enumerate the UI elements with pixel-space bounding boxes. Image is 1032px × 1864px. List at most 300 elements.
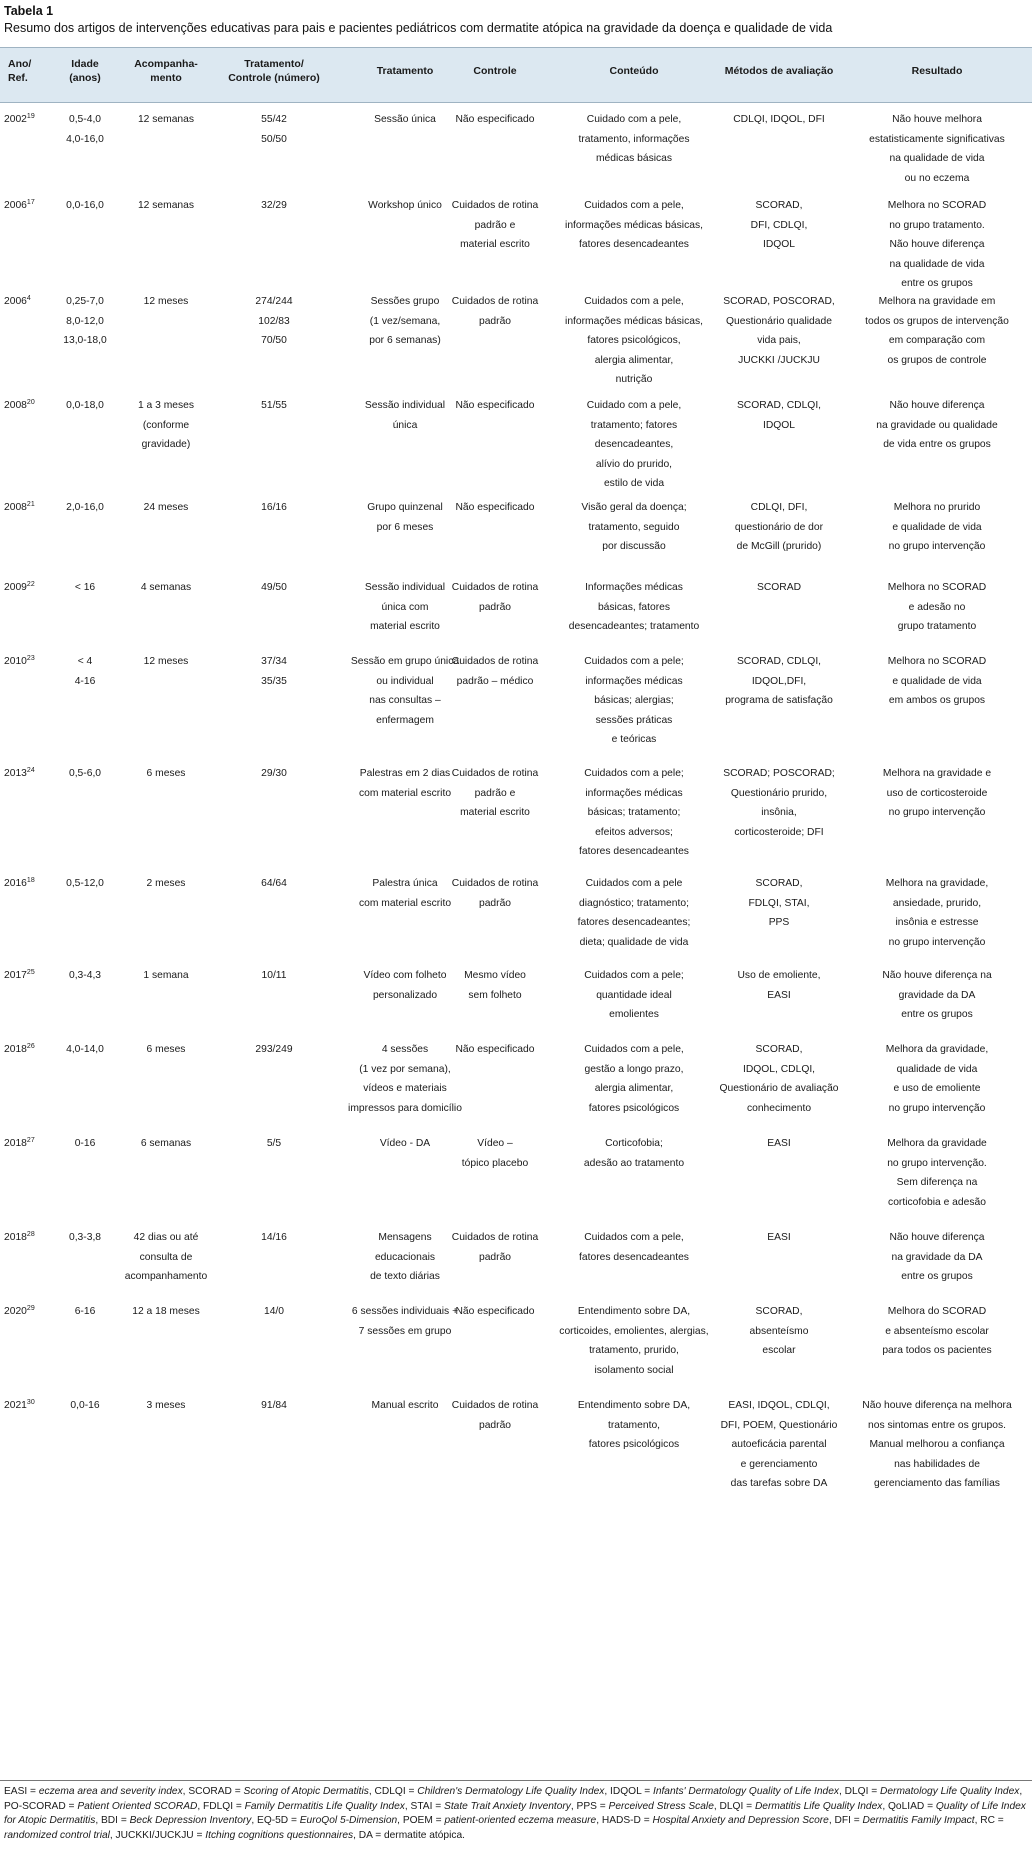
content-line: fatores desencadeantes bbox=[579, 1251, 689, 1263]
methods-line: EASI, IDQOL, CDLQI, bbox=[728, 1400, 830, 1411]
cell-control bbox=[440, 874, 550, 913]
cell-content bbox=[556, 1134, 712, 1173]
table-header bbox=[0, 47, 1032, 103]
cell-year bbox=[4, 1228, 56, 1248]
age-line: 8,0-12,0 bbox=[66, 315, 104, 327]
methods-line: SCORAD, POSCORAD, bbox=[723, 296, 835, 307]
cell-n bbox=[218, 498, 330, 518]
treatment-line: (1 vez/semana, bbox=[369, 315, 441, 327]
content-line: básicas; alergias; bbox=[594, 695, 674, 706]
follow-line: 12 semanas bbox=[137, 200, 195, 211]
content-line: adesão ao tratamento bbox=[583, 1157, 685, 1169]
cell-follow bbox=[114, 1040, 218, 1060]
footnote-segment: EASI = bbox=[4, 1786, 39, 1797]
n-line: 35/35 bbox=[261, 675, 287, 687]
n-line: 91/84 bbox=[261, 1400, 287, 1411]
cell-methods bbox=[712, 292, 846, 370]
methods-line: insônia, bbox=[761, 807, 797, 818]
footnote-segment: , FDLQI = bbox=[197, 1800, 245, 1812]
cell-n bbox=[218, 196, 330, 216]
cell-control bbox=[440, 578, 550, 617]
treatment-line: educacionais bbox=[374, 1251, 436, 1263]
result-line: ou no eczema bbox=[904, 172, 970, 184]
footnote-segment: eczema area and severity index bbox=[38, 1786, 183, 1797]
age-line: 0,3-3,8 bbox=[68, 1232, 102, 1243]
methods-line: EASI bbox=[767, 1138, 791, 1149]
follow-line: 1 a 3 meses bbox=[137, 400, 195, 411]
content-line: alergia alimentar, bbox=[594, 354, 674, 366]
header-follow-up: Acompanha- mento bbox=[134, 58, 198, 84]
year-value: 2016 bbox=[4, 878, 27, 889]
result-line: na qualidade de vida bbox=[889, 153, 985, 164]
methods-line: DFI, POEM, Questionário bbox=[720, 1419, 838, 1431]
content-line: Cuidados com a pele; bbox=[584, 970, 684, 981]
result-line: gravidade da DA bbox=[898, 989, 976, 1001]
reference-number: 18 bbox=[26, 877, 35, 884]
cell-methods bbox=[712, 966, 846, 1005]
content-line: tratamento, informações bbox=[578, 133, 690, 145]
cell-year bbox=[4, 578, 56, 598]
cell-follow bbox=[114, 292, 218, 312]
cell-follow bbox=[114, 874, 218, 894]
cell-content bbox=[556, 292, 712, 390]
n-line: 102/83 bbox=[258, 315, 290, 327]
methods-line: CDLQI, DFI, bbox=[750, 502, 808, 513]
content-line: e teóricas bbox=[611, 734, 657, 745]
cell-n bbox=[218, 1134, 330, 1154]
follow-line: 42 dias ou até bbox=[133, 1232, 199, 1243]
result-line: Melhora no SCORAD bbox=[887, 656, 987, 667]
cell-n bbox=[218, 1228, 330, 1248]
cell-methods bbox=[712, 1134, 846, 1154]
result-line: e uso de emoliente bbox=[893, 1083, 981, 1094]
cell-follow bbox=[114, 196, 218, 216]
methods-line: das tarefas sobre DA bbox=[730, 1478, 828, 1489]
cell-follow bbox=[114, 966, 218, 986]
reference-number: 25 bbox=[26, 969, 35, 976]
age-line: 0,5-12,0 bbox=[66, 878, 104, 889]
content-line: médicas básicas bbox=[595, 153, 673, 164]
result-line: Melhora da gravidade bbox=[887, 1138, 987, 1149]
methods-line: corticosteroide; DFI bbox=[734, 826, 824, 838]
cell-methods bbox=[712, 1396, 846, 1494]
content-line: tratamento, seguido bbox=[588, 521, 680, 533]
control-line: padrão bbox=[478, 897, 512, 909]
methods-line: FDLQI, STAI, bbox=[748, 897, 810, 909]
content-line: fatores desencadeantes bbox=[579, 846, 689, 857]
cell-result bbox=[846, 196, 1028, 294]
treatment-line: por 6 semanas) bbox=[369, 335, 441, 346]
n-line: 37/34 bbox=[261, 656, 287, 667]
result-line: na qualidade de vida bbox=[889, 258, 985, 270]
cell-result bbox=[846, 396, 1028, 455]
cell-control bbox=[440, 110, 550, 130]
age-line: < 16 bbox=[74, 582, 96, 593]
cell-result bbox=[846, 1396, 1028, 1494]
methods-line: conhecimento bbox=[746, 1102, 812, 1114]
cell-age bbox=[56, 498, 114, 518]
treatment-line: personalizado bbox=[372, 989, 438, 1001]
year-value: 2021 bbox=[4, 1400, 27, 1411]
result-line: todos os grupos de intervenção bbox=[865, 315, 1009, 327]
cell-age bbox=[56, 652, 114, 691]
treatment-line: Palestras em 2 dias bbox=[359, 768, 451, 779]
cell-methods bbox=[712, 110, 846, 130]
n-line: 55/42 bbox=[261, 114, 287, 125]
age-line: 0,0-18,0 bbox=[66, 400, 104, 411]
cell-control bbox=[440, 1396, 550, 1435]
footnote-segment: Dermatitis Life Quality Index bbox=[754, 1800, 883, 1812]
content-line: fatores psicológicos bbox=[588, 1102, 680, 1114]
treatment-line: única com bbox=[381, 601, 429, 613]
footnote-segment: Infants' Dermatology Quality of Life Index bbox=[652, 1786, 839, 1797]
result-line: em ambos os grupos bbox=[888, 695, 986, 706]
reference-number: 28 bbox=[26, 1231, 35, 1238]
header-control: Controle bbox=[473, 65, 517, 77]
control-line: Cuidados de rotina bbox=[451, 200, 539, 211]
cell-result bbox=[846, 498, 1028, 557]
result-line: Não houve diferença bbox=[889, 400, 985, 411]
content-line: por discussão bbox=[602, 541, 666, 552]
methods-line: vida pais, bbox=[757, 335, 801, 346]
footnote-segment: Hospital Anxiety and Depression Score bbox=[652, 1815, 829, 1826]
cell-content bbox=[556, 1396, 712, 1455]
control-line: Não especificado bbox=[455, 114, 535, 125]
cell-age bbox=[56, 1228, 114, 1248]
control-line: sem folheto bbox=[468, 989, 522, 1001]
result-line: Melhora da gravidade, bbox=[885, 1044, 989, 1055]
content-line: dieta; qualidade de vida bbox=[579, 936, 689, 948]
content-line: emolientes bbox=[609, 1009, 659, 1020]
year-value: 2002 bbox=[4, 114, 27, 125]
content-line: Entendimento sobre DA, bbox=[577, 1400, 691, 1411]
footnote-segment: Patient Oriented SCORAD bbox=[77, 1800, 198, 1812]
footnote-segment: Family Dermatitis Life Quality Index bbox=[244, 1800, 405, 1812]
cell-year bbox=[4, 1396, 56, 1416]
cell-n bbox=[218, 1396, 330, 1416]
content-line: desencadeantes, bbox=[594, 439, 674, 450]
methods-line: PPS bbox=[768, 917, 790, 928]
cell-methods bbox=[712, 1228, 846, 1248]
content-line: efeitos adversos; bbox=[595, 826, 673, 838]
treatment-line: nas consultas – bbox=[369, 695, 441, 706]
methods-line: Questionário qualidade bbox=[726, 315, 832, 327]
cell-result bbox=[846, 1040, 1028, 1118]
cell-result bbox=[846, 292, 1028, 370]
n-line: 64/64 bbox=[261, 878, 287, 889]
header-treatment-control-n: Tratamento/ Controle (número) bbox=[228, 58, 320, 84]
result-line: Melhora no SCORAD bbox=[887, 582, 987, 593]
footnote-segment: Scoring of Atopic Dermatitis bbox=[243, 1786, 369, 1797]
n-line: 293/249 bbox=[255, 1044, 293, 1055]
result-line: estatisticamente significativas bbox=[869, 133, 1005, 145]
cell-year bbox=[4, 292, 56, 312]
reference-number: 26 bbox=[26, 1043, 35, 1050]
footnote-segment: , PO-SCORAD = bbox=[4, 1786, 1023, 1812]
year-value: 2018 bbox=[4, 1044, 27, 1055]
result-line: Melhora na gravidade em bbox=[878, 296, 996, 307]
content-line: alergia alimentar, bbox=[594, 1083, 674, 1094]
result-line: Não houve diferença bbox=[889, 239, 985, 250]
age-line: 4-16 bbox=[74, 675, 96, 687]
footnote-segment: , DA = dermatite atópica. bbox=[353, 1829, 465, 1841]
cell-n bbox=[218, 874, 330, 894]
cell-age bbox=[56, 966, 114, 986]
treatment-line: Sessão única bbox=[374, 114, 436, 125]
control-line: Não especificado bbox=[455, 1044, 535, 1055]
control-line: Não especificado bbox=[455, 502, 535, 513]
result-line: de vida entre os grupos bbox=[883, 439, 991, 450]
reference-number: 24 bbox=[26, 767, 35, 774]
control-line: Cuidados de rotina bbox=[451, 582, 539, 593]
cell-n bbox=[218, 396, 330, 416]
control-line: Cuidados de rotina bbox=[451, 878, 539, 889]
cell-control bbox=[440, 1134, 550, 1173]
n-line: 14/0 bbox=[263, 1306, 285, 1317]
footnote-segment: , HADS-D = bbox=[596, 1815, 653, 1826]
footnote-segment: Quality of Life Index for Atopic Dermatitis bbox=[4, 1800, 1026, 1826]
cell-result bbox=[846, 1228, 1028, 1287]
table-subtitle: Resumo dos artigos de intervenções educativas para pais e pacientes pediátricos com dermatite atópica na gravidade da doença e qualidade de vida bbox=[4, 21, 833, 35]
n-line: 274/244 bbox=[255, 296, 293, 307]
methods-line: SCORAD, CDLQI, bbox=[736, 656, 822, 667]
follow-line: 24 meses bbox=[143, 502, 189, 513]
age-line: 0-16 bbox=[74, 1138, 96, 1149]
footnote-segment: Itching cognitions questionnaires bbox=[205, 1829, 354, 1841]
control-line: material escrito bbox=[460, 239, 530, 250]
year-value: 2008 bbox=[4, 400, 27, 411]
result-line: Não houve diferença bbox=[889, 1232, 985, 1243]
content-line: tratamento, prurido, bbox=[589, 1345, 679, 1356]
n-line: 70/50 bbox=[261, 335, 287, 346]
cell-content bbox=[556, 764, 712, 862]
content-line: Cuidados com a pele, bbox=[584, 200, 684, 211]
n-line: 50/50 bbox=[261, 133, 287, 145]
cell-methods bbox=[712, 578, 846, 598]
control-line: tópico placebo bbox=[461, 1157, 529, 1169]
footnote-segment: EuroQol 5-Dimension bbox=[299, 1815, 398, 1826]
reference-number: 27 bbox=[26, 1137, 35, 1144]
treatment-line: Sessões grupo bbox=[370, 296, 440, 307]
cell-year bbox=[4, 1134, 56, 1154]
content-line: Visão geral da doença; bbox=[581, 502, 687, 513]
cell-n bbox=[218, 292, 330, 351]
footnote-segment: State Trait Anxiety Inventory bbox=[444, 1800, 571, 1812]
reference-number: 20 bbox=[26, 399, 35, 406]
result-line: gerenciamento das famílias bbox=[874, 1478, 1000, 1489]
treatment-line: com material escrito bbox=[358, 787, 452, 799]
cell-content bbox=[556, 498, 712, 557]
cell-control bbox=[440, 196, 550, 255]
methods-line: SCORAD, bbox=[755, 1306, 803, 1317]
cell-methods bbox=[712, 874, 846, 933]
cell-follow bbox=[114, 1134, 218, 1154]
content-line: Cuidados com a pele, bbox=[584, 1232, 684, 1243]
cell-content bbox=[556, 652, 712, 750]
cell-n bbox=[218, 652, 330, 691]
year-value: 2009 bbox=[4, 582, 27, 593]
cell-n bbox=[218, 966, 330, 986]
cell-age bbox=[56, 1396, 114, 1416]
methods-line: absenteísmo bbox=[749, 1325, 809, 1337]
cell-n bbox=[218, 578, 330, 598]
cell-age bbox=[56, 1134, 114, 1154]
cell-control bbox=[440, 966, 550, 1005]
result-line: para todos os pacientes bbox=[882, 1345, 992, 1356]
result-line: Melhora na gravidade e bbox=[882, 768, 992, 779]
cell-age bbox=[56, 1040, 114, 1060]
result-line: Sem diferença na bbox=[896, 1177, 978, 1188]
age-line: 6-16 bbox=[74, 1306, 96, 1317]
control-line: Não especificado bbox=[455, 400, 535, 411]
content-line: alívio do prurido, bbox=[595, 458, 673, 470]
content-line: informações médicas básicas, bbox=[565, 315, 703, 327]
year-value: 2008 bbox=[4, 502, 27, 513]
cell-n bbox=[218, 110, 330, 149]
result-line: uso de corticosteroide bbox=[886, 787, 988, 799]
cell-year bbox=[4, 498, 56, 518]
treatment-line: 6 sessões individuais + bbox=[351, 1306, 459, 1317]
age-line: 0,0-16,0 bbox=[66, 200, 104, 211]
footnote-segment: patient-oriented eczema measure bbox=[444, 1815, 597, 1826]
cell-age bbox=[56, 110, 114, 149]
year-value: 2018 bbox=[4, 1138, 27, 1149]
content-line: informações médicas bbox=[585, 787, 683, 799]
result-line: e adesão no bbox=[908, 601, 966, 613]
result-line: qualidade de vida bbox=[896, 1063, 978, 1075]
footnote-segment: , SCORAD = bbox=[182, 1786, 244, 1797]
age-line: < 4 bbox=[77, 656, 93, 667]
reference-number: 30 bbox=[26, 1399, 35, 1406]
cell-n bbox=[218, 1302, 330, 1322]
cell-age bbox=[56, 292, 114, 351]
methods-line: SCORAD, bbox=[755, 878, 803, 889]
footnote-segment: , DLQI = bbox=[838, 1786, 881, 1797]
result-line: no grupo intervenção bbox=[888, 936, 986, 948]
cell-content bbox=[556, 1040, 712, 1118]
cell-content bbox=[556, 1302, 712, 1380]
cell-result bbox=[846, 110, 1028, 188]
cell-control bbox=[440, 764, 550, 823]
treatment-line: vídeos e materiais bbox=[363, 1083, 447, 1094]
content-line: Informações médicas bbox=[585, 582, 683, 593]
content-line: Corticofobia; bbox=[605, 1138, 663, 1149]
methods-line: IDQOL,DFI, bbox=[751, 675, 807, 687]
control-line: padrão bbox=[478, 1251, 512, 1263]
cell-year bbox=[4, 764, 56, 784]
methods-line: CDLQI, IDQOL, DFI bbox=[733, 114, 825, 125]
methods-line: escolar bbox=[762, 1345, 796, 1356]
control-line: padrão e bbox=[474, 787, 516, 799]
cell-n bbox=[218, 1040, 330, 1060]
result-line: e absenteísmo escolar bbox=[885, 1325, 989, 1337]
cell-n bbox=[218, 764, 330, 784]
treatment-line: por 6 meses bbox=[376, 521, 434, 533]
year-value: 2013 bbox=[4, 768, 27, 779]
control-line: Cuidados de rotina bbox=[451, 1232, 539, 1243]
follow-line: acompanhamento bbox=[124, 1271, 208, 1282]
footnote-segment: , DFI = bbox=[828, 1815, 863, 1826]
treatment-line: de texto diárias bbox=[370, 1271, 440, 1282]
cell-content bbox=[556, 578, 712, 637]
cell-methods bbox=[712, 764, 846, 842]
n-line: 49/50 bbox=[261, 582, 287, 593]
control-line: padrão bbox=[478, 601, 512, 613]
age-line: 4,0-14,0 bbox=[66, 1044, 104, 1055]
footnote-segment: , BDI = bbox=[95, 1815, 130, 1826]
footnote-segment: Dermatology Life Quality Index bbox=[880, 1786, 1020, 1797]
content-line: gestão a longo prazo, bbox=[584, 1063, 684, 1075]
control-line: Cuidados de rotina bbox=[451, 296, 539, 307]
n-line: 10/11 bbox=[261, 970, 287, 981]
cell-year bbox=[4, 1302, 56, 1322]
methods-line: IDQOL, CDLQI, bbox=[742, 1063, 816, 1075]
content-line: fatores desencadeantes bbox=[579, 239, 689, 250]
cell-age bbox=[56, 764, 114, 784]
cell-follow bbox=[114, 764, 218, 784]
cell-result bbox=[846, 1302, 1028, 1361]
header-methods: Métodos de avaliação bbox=[724, 65, 834, 77]
follow-line: 12 meses bbox=[143, 656, 189, 667]
methods-line: SCORAD; POSCORAD; bbox=[723, 768, 835, 779]
footnote-segment: Perceived Stress Scale bbox=[608, 1800, 714, 1812]
reference-number: 22 bbox=[26, 581, 35, 588]
treatment-line: Palestra única bbox=[372, 878, 438, 889]
cell-follow bbox=[114, 578, 218, 598]
header-year: Ano/ Ref. bbox=[8, 58, 32, 84]
result-line: entre os grupos bbox=[901, 1271, 973, 1282]
cell-age bbox=[56, 196, 114, 216]
treatment-line: 7 sessões em grupo bbox=[358, 1325, 452, 1337]
header-content: Conteúdo bbox=[609, 65, 659, 77]
cell-result bbox=[846, 966, 1028, 1025]
content-line: Entendimento sobre DA, bbox=[577, 1306, 691, 1317]
methods-line: SCORAD, bbox=[755, 1044, 803, 1055]
cell-age bbox=[56, 1302, 114, 1322]
cell-follow bbox=[114, 110, 218, 130]
methods-line: de McGill (prurido) bbox=[736, 541, 822, 552]
age-line: 0,3-4,3 bbox=[68, 970, 102, 981]
treatment-line: 4 sessões bbox=[381, 1044, 429, 1055]
content-line: fatores psicológicos, bbox=[587, 335, 681, 346]
follow-line: 6 meses bbox=[146, 768, 186, 779]
content-line: diagnóstico; tratamento; bbox=[579, 897, 689, 909]
cell-year bbox=[4, 110, 56, 130]
cell-age bbox=[56, 578, 114, 598]
cell-follow bbox=[114, 498, 218, 518]
content-line: quantidade ideal bbox=[596, 989, 672, 1001]
cell-content bbox=[556, 110, 712, 169]
cell-content bbox=[556, 196, 712, 255]
n-line: 29/30 bbox=[261, 768, 287, 779]
follow-line: gravidade) bbox=[141, 439, 191, 450]
cell-content bbox=[556, 874, 712, 952]
result-line: entre os grupos bbox=[901, 1009, 973, 1020]
methods-line: IDQOL bbox=[762, 419, 796, 431]
footnote-segment: , RC = bbox=[974, 1815, 1004, 1826]
treatment-line: Grupo quinzenal bbox=[367, 502, 443, 513]
control-line: material escrito bbox=[460, 807, 530, 818]
control-line: padrão bbox=[478, 315, 512, 327]
header-treatment: Tratamento bbox=[376, 65, 434, 77]
content-line: tratamento; fatores bbox=[590, 419, 678, 431]
result-line: nos sintomas entre os grupos. bbox=[868, 1419, 1006, 1431]
treatment-line: Sessão em grupo única bbox=[350, 656, 460, 667]
footnote-segment: Children's Dermatology Life Quality Index bbox=[417, 1786, 605, 1797]
content-line: informações médicas básicas, bbox=[565, 219, 703, 231]
result-line: em comparação com bbox=[888, 335, 986, 346]
footnote-segment: Dermatitis Family Impact bbox=[862, 1815, 975, 1826]
